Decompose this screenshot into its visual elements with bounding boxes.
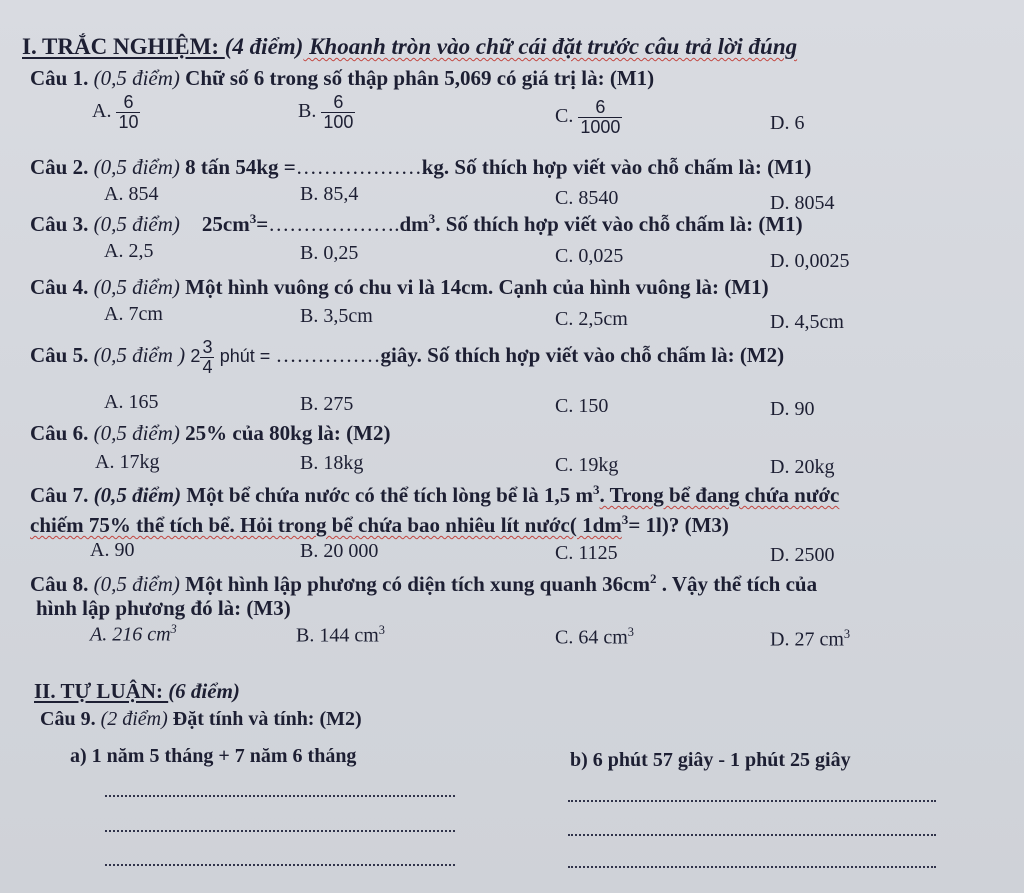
q1-option-b[interactable] (298, 93, 355, 132)
q2-points: (0,5 điểm) (88, 155, 180, 179)
part2-title: II. TỰ LUẬN: (34, 679, 169, 703)
q3-pre-sup: 3 (249, 211, 257, 226)
q1-a-fraction (116, 93, 140, 132)
answer-line-b1[interactable] (568, 800, 936, 802)
q8-d-sup: 3 (843, 627, 851, 641)
q7-line2-sup: 3 (621, 512, 629, 527)
question-7-line2 (30, 512, 729, 538)
q1-points: (0,5 điểm) (88, 66, 180, 90)
part1-instruction: Khoanh tròn vào chữ cái đặt trước câu trả lời đúng (303, 34, 798, 59)
q1-a-den: 10 (118, 111, 139, 132)
q8-option-b[interactable] (296, 623, 385, 648)
q4-points: (0,5 điểm) (88, 275, 180, 299)
q5-post: giây. Số thích hợp viết vào chỗ chấm là: (M2) (380, 343, 785, 368)
question-7-line1 (30, 482, 839, 508)
q8-label: Câu 8. (30, 572, 89, 596)
q8-line1-end: . Vậy thể tích của (656, 572, 818, 596)
question-8-line1 (30, 571, 817, 597)
q8-d-text: D. 27 cm (770, 628, 844, 651)
q8-option-c[interactable] (555, 625, 634, 650)
q8-a-sup: 3 (170, 622, 177, 636)
q4-option-a[interactable]: A. 7cm (104, 303, 163, 325)
q8-points: (0,5 điểm) (88, 572, 180, 596)
answer-line-b3[interactable] (568, 866, 936, 868)
answer-line-a2[interactable] (105, 830, 455, 832)
q3-option-b[interactable]: B. 0,25 (300, 242, 359, 264)
question-9 (40, 708, 362, 731)
q1-c-den: 1000 (580, 116, 621, 137)
q1-c-num: 6 (595, 97, 606, 117)
q6-option-c[interactable]: C. 19kg (555, 454, 619, 476)
answer-line-a3[interactable] (105, 864, 455, 866)
q7-line1-end: . Trong bể đang chứa nước (599, 483, 840, 507)
q8-b-sup: 3 (378, 623, 385, 637)
q3-post2: . Số thích hợp viết vào chỗ chấm là: (M1) (435, 212, 803, 236)
question-3 (30, 211, 803, 237)
q4-option-b[interactable]: B. 3,5cm (300, 305, 373, 327)
q9-text: Đặt tính và tính: (M2) (167, 708, 362, 730)
q5-label: Câu 5. (30, 343, 89, 368)
q1-c-letter: C. (555, 104, 574, 127)
q7-line1-sup: 3 (592, 482, 600, 497)
q3-post-sup: 3 (428, 211, 436, 226)
q5-whole: 2 (190, 346, 201, 367)
q1-a-num: 6 (123, 92, 134, 112)
q3-option-c[interactable]: C. 0,025 (555, 245, 624, 267)
q2-label: Câu 2. (30, 155, 89, 179)
q1-b-den: 100 (323, 111, 354, 132)
q5-unit: phút = (219, 346, 271, 367)
q1-option-a[interactable] (92, 93, 140, 132)
q1-b-num: 6 (333, 92, 344, 112)
q7-option-a[interactable]: A. 90 (90, 539, 135, 561)
q8-line1-sup: 2 (649, 571, 657, 586)
question-8-line2: hình lập phương đó là: (M3) (36, 596, 291, 620)
q7-option-d[interactable]: D. 2500 (770, 544, 835, 566)
q8-c-text: C. 64 cm (555, 626, 628, 649)
q3-pre2: = (256, 212, 269, 236)
q4-label: Câu 4. (30, 275, 89, 299)
q1-label: Câu 1. (30, 66, 89, 90)
q6-option-a[interactable]: A. 17kg (95, 451, 160, 473)
q5-num: 3 (202, 337, 213, 357)
q2-pre: 8 tấn 54kg = (179, 155, 296, 179)
q4-text: Một hình vuông có chu vi là 14cm. Cạnh của hình vuông là: (M1) (179, 275, 769, 299)
q6-option-d[interactable]: D. 20kg (770, 456, 835, 478)
q7-line2-end: = 1l)? (M3) (628, 513, 729, 537)
q5-points: (0,5 điểm ) (88, 343, 186, 368)
q5-den: 4 (202, 356, 213, 377)
q3-option-a[interactable]: A. 2,5 (104, 240, 154, 262)
q1-d-text: 6 (794, 112, 805, 134)
q7-option-b[interactable]: B. 20 000 (300, 540, 379, 562)
q3-post: dm (399, 212, 429, 236)
q2-post: kg. Số thích hợp viết vào chỗ chấm là: (M1) (421, 155, 812, 179)
q1-b-fraction (321, 93, 355, 132)
q8-line1: Một hình lập phương có diện tích xung quanh 36cm (179, 572, 650, 596)
q9-points: (2 điểm) (95, 708, 168, 730)
answer-line-b2[interactable] (568, 834, 936, 836)
q2-blank[interactable]: ……………… (295, 155, 422, 179)
q2-option-c[interactable]: C. 8540 (555, 187, 619, 209)
q4-option-d[interactable]: D. 4,5cm (770, 311, 844, 333)
q1-c-fraction (578, 98, 622, 137)
q1-option-d[interactable] (770, 112, 804, 135)
part1-heading (22, 34, 797, 60)
question-2 (30, 155, 811, 180)
q7-line2: chiếm 75% thể tích bể. Hỏi trong bể chứa bao nhiêu lít nước( 1dm (30, 513, 622, 537)
question-4 (30, 275, 769, 300)
q5-option-a[interactable]: A. 165 (104, 391, 159, 413)
q3-option-d[interactable]: D. 0,0025 (770, 250, 850, 272)
q5-option-b[interactable]: B. 275 (300, 393, 354, 415)
q7-line1: Một bể chứa nước có thể tích lòng bể là 1,5 m (181, 483, 593, 507)
q7-points: (0,5 điểm) (88, 483, 182, 507)
q8-option-a[interactable] (90, 622, 177, 647)
q6-option-b[interactable]: B. 18kg (300, 452, 364, 474)
part2-score: (6 điểm) (168, 679, 240, 703)
q3-label: Câu 3. (30, 212, 89, 236)
q2-option-d[interactable]: D. 8054 (770, 192, 835, 214)
q2-option-b[interactable]: B. 85,4 (300, 183, 359, 205)
q5-option-c[interactable]: C. 150 (555, 395, 609, 417)
part2-heading (34, 679, 240, 704)
q2-option-a[interactable]: A. 854 (104, 183, 159, 205)
answer-line-a1[interactable] (105, 795, 455, 797)
q8-c-sup: 3 (627, 625, 634, 639)
question-5 (30, 338, 784, 377)
q8-b-text: B. 144 cm (296, 624, 379, 647)
q4-option-c[interactable]: C. 2,5cm (555, 308, 628, 330)
q1-option-c[interactable] (555, 98, 622, 137)
q1-a-letter: A. (92, 99, 112, 122)
q6-text: 25% của 80kg là: (M2) (179, 421, 391, 445)
q3-blank[interactable]: ………………. (268, 212, 400, 236)
q9-label: Câu 9. (40, 708, 96, 730)
q8-a-text: A. 216 cm (90, 623, 171, 646)
q3-pre: 25cm (201, 212, 250, 236)
q1-b-letter: B. (298, 99, 317, 122)
q6-label: Câu 6. (30, 421, 89, 445)
q1-d-letter: D. (770, 112, 790, 134)
q6-points: (0,5 điểm) (88, 421, 180, 445)
q9-part-b: b) 6 phút 57 giây - 1 phút 25 giây (570, 749, 851, 771)
q8-option-d[interactable] (770, 627, 850, 652)
question-6 (30, 421, 391, 446)
q9-part-a: a) 1 năm 5 tháng + 7 năm 6 tháng (70, 745, 357, 767)
q5-option-d[interactable]: D. 90 (770, 398, 815, 420)
q7-label: Câu 7. (30, 483, 89, 507)
question-1 (30, 66, 654, 91)
q5-blank[interactable]: …………… (275, 343, 381, 368)
part1-score: (4 điểm) (224, 34, 304, 59)
q5-fraction (200, 338, 214, 377)
part1-title: I. TRẮC NGHIỆM: (22, 34, 225, 59)
q7-option-c[interactable]: C. 1125 (555, 542, 618, 564)
q3-points: (0,5 điểm) (88, 212, 180, 236)
q1-text: Chữ số 6 trong số thập phân 5,069 có giá trị là: (M1) (179, 66, 655, 90)
